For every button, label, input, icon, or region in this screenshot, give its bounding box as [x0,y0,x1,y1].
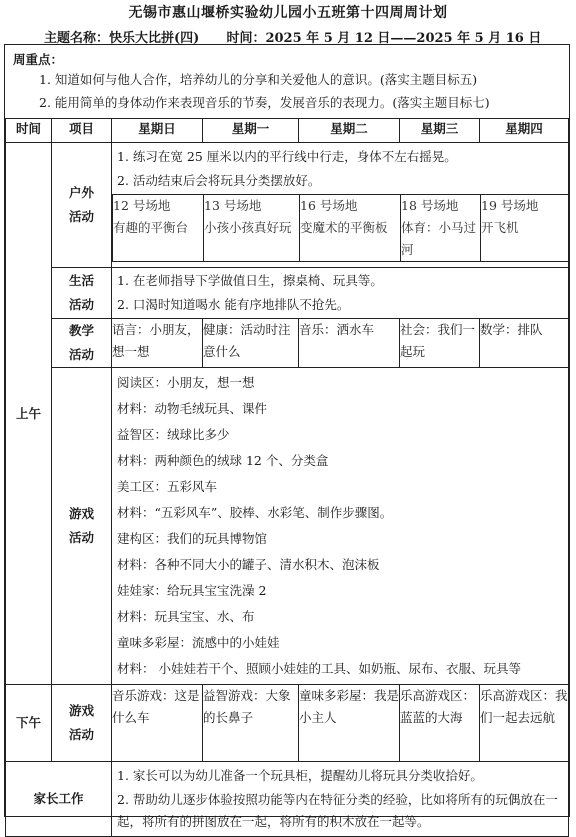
play-line: 美工区：五彩风车 [117,479,218,494]
weekly-focus-item: 2. 能用简单的身体动作来表现音乐的节奏，发展音乐的表现力。(落实主题目标七) [39,95,490,110]
outdoor-activity: 小孩小孩真好玩 [204,220,292,235]
theme-name: 主题名称：快乐大比拼(四) [44,31,200,46]
teaching-label-line: 活动 [68,347,94,362]
teaching-label-line: 教学 [68,323,94,338]
teaching-row [6,319,569,368]
afternoon-game-label [52,685,112,762]
afternoon-cell: 益智游戏：大象的长鼻子 [203,685,299,762]
outdoor-day-cell [401,195,481,262]
outdoor-day-cell [300,195,401,262]
parents-item: 2. 帮助幼儿逐步体验按照功能等内在特征分类的经验，比如将所有的玩偶放在一起，将所有的拼图放在一起，将所有的积木放在一起等。 [117,792,558,829]
plan-date-range: 时间：2025 年 5 月 12 日——2025 年 5 月 16 日 [226,31,542,46]
afternoon-label: 下午 [6,685,52,762]
life-content [112,268,569,319]
life-row [6,268,569,319]
play-row [6,368,569,685]
column-header: 项目 [52,119,112,143]
afternoon-game-label-line: 游戏 [68,703,94,718]
teaching-label [52,319,112,368]
outdoor-activity: 有趣的平衡台 [113,220,189,235]
outdoor-site: 18 号场地 [401,198,459,213]
outdoor-goal: 1. 练习在宽 25 厘米以内的平行线中行走，身体不左右摇晃。 [117,149,457,164]
outdoor-site: 12 号场地 [113,198,171,213]
afternoon-cell: 乐高游戏区：蓝蓝的大海 [400,685,480,762]
parents-label: 家长工作 [6,762,112,837]
play-label-line: 游戏 [68,506,94,521]
schedule-table [5,118,569,837]
outdoor-day-cell [481,195,569,262]
weekly-plan-sheet [4,44,570,829]
outdoor-label [52,143,112,268]
morning-label: 上午 [6,143,52,685]
parents-content [112,762,569,837]
afternoon-cell: 音乐游戏：这是什么车 [112,685,203,762]
outdoor-activity: 开飞机 [481,220,519,235]
parents-item: 1. 家长可以为幼儿准备一个玩具柜，提醒幼儿将玩具分类收拾好。 [117,768,483,783]
outdoor-site: 13 号场地 [204,198,262,213]
column-header: 星期三 [400,119,480,143]
play-content [112,368,569,685]
play-line: 材料：动物毛绒玩具、课件 [117,401,268,416]
life-label [52,268,112,319]
life-item: 2. 口渴时知道喝水 能有序地排队不抢先。 [117,297,350,312]
teaching-cell: 健康：活动时注意什么 [203,319,299,368]
column-header: 星期二 [299,119,400,143]
play-line: 娃娃家：给玩具宝宝洗澡 2 [117,583,267,598]
teaching-cell: 语言：小朋友，想一想 [112,319,203,368]
play-label-line: 活动 [68,530,94,545]
afternoon-game-label-line: 活动 [68,727,94,742]
play-line: 材料： 小娃娃若干个、照顾小娃娃的工具、如奶瓶、尿布、衣服、玩具等 [117,661,521,676]
outdoor-content [112,143,569,268]
play-line: 材料：“五彩风车”、胶棒、水彩笔、制作步骤图。 [117,505,393,520]
play-label [52,368,112,685]
outdoor-label-line: 活动 [68,209,94,224]
teaching-cell: 社会：我们一起玩 [400,319,480,368]
afternoon-cell: 乐高游戏区：我们一起去远航 [480,685,569,762]
page-title: 无锡市惠山堰桥实验幼儿园小五班第十四周周计划 [128,5,448,21]
outdoor-row [6,143,569,268]
outdoor-goal: 2. 活动结束后会将玩具分类摆放好。 [117,173,321,188]
teaching-cell: 数学：排队 [480,319,569,368]
life-item: 1. 在老师指导下学做值日生，擦桌椅、玩具等。 [117,273,383,288]
column-header: 星期日 [112,119,203,143]
weekly-focus-label: 周重点： [13,52,64,67]
teaching-cell: 音乐：洒水车 [299,319,400,368]
play-line: 益智区：绒球比多少 [117,427,230,442]
column-header: 星期一 [203,119,299,143]
table-header-row [6,119,569,143]
weekly-focus [5,45,568,119]
outdoor-day-cell [204,195,300,262]
play-line: 阅读区：小朋友，想一想 [117,375,255,390]
afternoon-row [6,685,569,762]
outdoor-site: 19 号场地 [481,198,539,213]
column-header: 时间 [6,119,52,143]
column-header: 星期四 [480,119,569,143]
parents-row [6,762,569,837]
outdoor-label-line: 户外 [68,185,94,200]
outdoor-site: 16 号场地 [300,198,358,213]
play-line: 材料：两种颜色的绒球 12 个、分类盒 [117,453,329,468]
play-line: 童味多彩屋：流感中的小娃娃 [117,635,280,650]
play-line: 建构区：我们的玩具博物馆 [117,531,268,546]
outdoor-activity: 体育：小马过河 [401,220,477,257]
life-label-line: 生活 [68,273,94,288]
outdoor-activity: 变魔术的平衡板 [300,220,388,235]
weekly-focus-item: 1. 知道如何与他人合作，培养幼儿的分享和关爱他人的意识。(落实主题目标五) [39,72,478,87]
play-line: 材料：各种不同大小的罐子、清水积木、泡沫板 [117,557,380,572]
afternoon-cell: 童味多彩屋：我是小主人 [299,685,400,762]
outdoor-day-grid [112,194,568,262]
outdoor-day-cell [113,195,204,262]
life-label-line: 活动 [68,297,94,312]
play-line: 材料：玩具宝宝、水、布 [117,609,255,624]
